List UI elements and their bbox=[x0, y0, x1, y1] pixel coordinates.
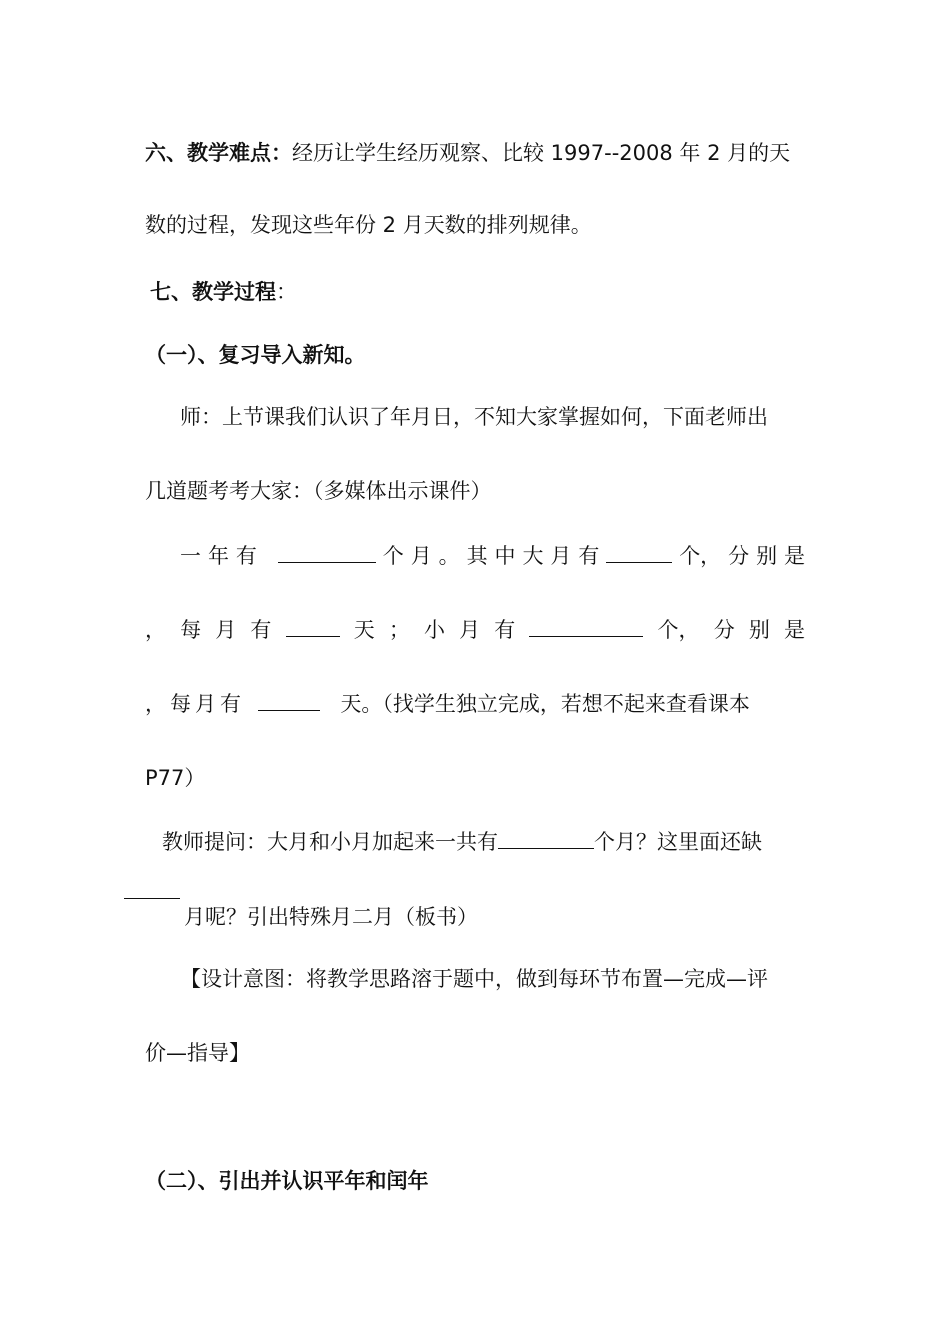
q1-char: 别 bbox=[756, 544, 778, 568]
question-row-2 bbox=[145, 614, 805, 645]
q1-char: 个 bbox=[382, 544, 404, 568]
difficulty-paragraph-line1 bbox=[145, 138, 805, 168]
q3-text-a: ，每月有 bbox=[145, 692, 245, 716]
difficulty-paragraph-line2: 数的过程，发现这些年份 2 月天数的排列规律。 bbox=[145, 213, 592, 237]
teacher-line-2: 几道题考考大家：（多媒体出示课件） bbox=[145, 479, 492, 503]
blank-missing-month[interactable] bbox=[124, 898, 180, 899]
q1-char: 。 bbox=[438, 544, 460, 568]
part1-heading: （一）、复习导入新知。 bbox=[145, 343, 366, 367]
q1-char: 其 bbox=[466, 544, 488, 568]
q2-char: 月 bbox=[215, 618, 237, 642]
q1-char: 有 bbox=[578, 544, 600, 568]
process-heading: 七、教学过程 bbox=[150, 280, 276, 304]
q2-char: 每 bbox=[180, 618, 202, 642]
blank-big-month-count[interactable] bbox=[606, 540, 672, 563]
design-intent-line2: 价—指导】 bbox=[145, 1041, 250, 1065]
q2-char: 有 bbox=[494, 618, 516, 642]
design-intent-line1: 【设计意图：将教学思路溶于题中，做到每环节布置—完成—评 bbox=[180, 967, 768, 991]
question-row-4: P77） bbox=[145, 766, 206, 790]
blank-months-in-year[interactable] bbox=[278, 540, 376, 563]
teacher-question-a: 教师提问：大月和小月加起来一共有 bbox=[162, 830, 498, 854]
blank-small-month-days[interactable] bbox=[258, 688, 320, 711]
teacher-line-1: 师：上节课我们认识了年月日，不知大家掌握如何，下面老师出 bbox=[180, 405, 768, 429]
q2-char: 别 bbox=[748, 618, 770, 642]
teacher-question-line1 bbox=[162, 826, 805, 857]
q1-char: 大 bbox=[522, 544, 544, 568]
question-row-3 bbox=[145, 688, 805, 719]
q2-char: ， bbox=[145, 618, 166, 642]
q2-char: 有 bbox=[250, 618, 272, 642]
q3-text-b: 天。（找学生独立完成，若想不起来查看课本 bbox=[340, 692, 750, 716]
process-heading-line bbox=[150, 277, 810, 307]
q2-char: 天 bbox=[353, 618, 375, 642]
q2-char: 是 bbox=[783, 618, 805, 642]
q1-char: 中 bbox=[494, 544, 516, 568]
blank-big-month-days[interactable] bbox=[286, 614, 340, 637]
blank-total-months[interactable] bbox=[498, 826, 594, 849]
question-row-1 bbox=[180, 540, 805, 571]
process-heading-colon: ： bbox=[276, 280, 297, 304]
q1-char: 一 bbox=[180, 544, 201, 568]
teacher-question-line2: 月呢？引出特殊月二月（板书） bbox=[184, 905, 478, 929]
teacher-question-b: 个月？这里面还缺 bbox=[594, 830, 762, 854]
q1-char: 是 bbox=[784, 544, 805, 568]
q1-char: 月 bbox=[550, 544, 572, 568]
q2-char: 分 bbox=[713, 618, 735, 642]
part2-heading: （二）、引出并认识平年和闰年 bbox=[145, 1169, 429, 1193]
q2-char: 个， bbox=[657, 618, 700, 642]
q2-char: 小 bbox=[423, 618, 445, 642]
q1-char: 个， bbox=[679, 544, 722, 568]
q1-char: 月 bbox=[410, 544, 432, 568]
difficulty-text-1: 经历让学生经历观察、比较 1997--2008 年 2 月的天 bbox=[292, 141, 791, 165]
q1-char: 年 bbox=[207, 544, 229, 568]
q2-char: 月 bbox=[459, 618, 481, 642]
difficulty-heading: 六、教学难点： bbox=[145, 141, 292, 165]
blank-small-month-count[interactable] bbox=[529, 614, 643, 637]
q1-char: 分 bbox=[728, 544, 750, 568]
q1-char: 有 bbox=[235, 544, 257, 568]
q2-char: ； bbox=[388, 618, 410, 642]
